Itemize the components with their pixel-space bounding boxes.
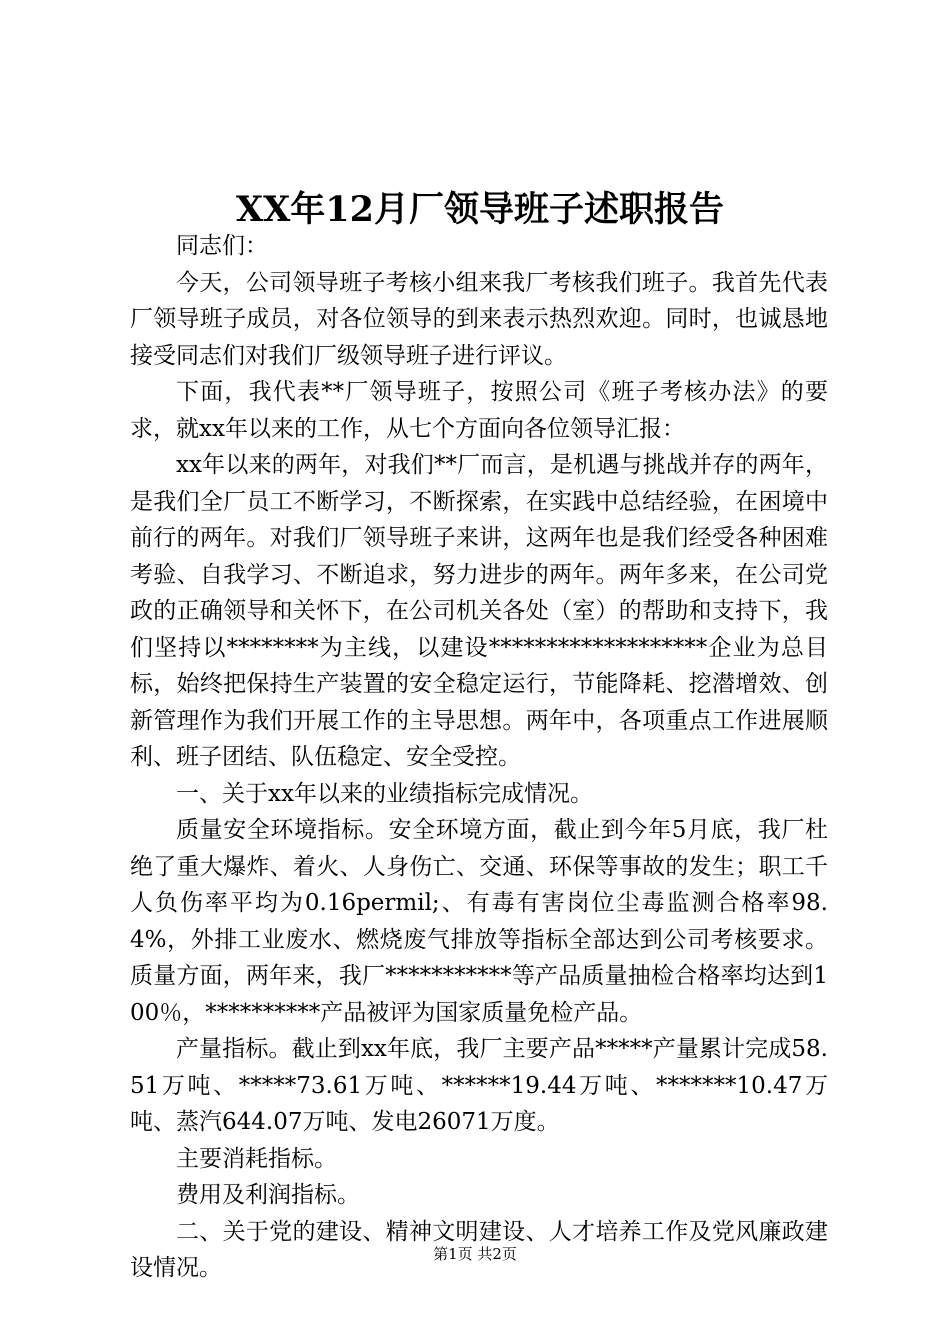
paragraph-cost-profit: 费用及利润指标。 [176,1182,360,1208]
paragraph-overview: xx年以来的两年，对我们**厂而言，是机遇与挑战并存的两年，是我们全厂员工不断学习，不断探索，在实践中总结经验，在困境中前行的两年。对我们厂领导班子来讲，这两年也是我们经受各种困难考验、自我学习、不断追求，努力进步的两年。两年多来，在公司党政的正确领导和关怀下，在公司机关各处（室）的帮助和支持下，我们坚持以********为主线，以建设*******************企业为总目标，始终把保持生产装置的安全稳定运行，节能降耗、挖潜增效、创新管理作为我们开展工作的主导思想。两年中，各项重点工作进展顺利、班子团结、队伍稳定、安全受控。 [130,452,828,770]
section-heading-party: 二、关于党的建设、精神文明建设、人才培养工作及党风廉政建设情况。 [130,1218,828,1281]
paragraph-output: 产量指标。截止到xx年底，我厂主要产品*****产量累计完成58.51万吨、*****73.61万吨、******19.44万吨、*******10.47万吨、蒸汽644.07万吨、发电26071万度。 [130,1036,828,1135]
page-footer: 第1页 共2页 [433,1245,517,1263]
paragraph-intro: 下面，我代表**厂领导班子，按照公司《班子考核办法》的要求，就xx年以来的工作，从七个方面向各位领导汇报： [130,379,828,442]
paragraph-welcome: 今天，公司领导班子考核小组来我厂考核我们班子。我首先代表厂领导班子成员，对各位领导的到来表示热烈欢迎。同时，也诚恳地接受同志们对我们厂级领导班子进行评议。 [130,269,828,369]
document-title: XX年12月厂领导班子述职报告 [235,189,725,230]
section-heading-performance: 一、关于xx年以来的业绩指标完成情况。 [176,780,593,807]
paragraph-consumption: 主要消耗指标。 [176,1145,337,1172]
paragraph-quality-safety: 质量安全环境指标。安全环境方面，截止到今年5月底，我厂杜绝了重大爆炸、着火、人身伤亡、交通、环保等事故的发生；职工千人负伤率平均为0.16permil;、有毒有害岗位尘毒监测合格率98.4%，外排工业废水、燃烧废气排放等指标全部达到公司考核要求。质量方面，两年来，我厂***********等产品质量抽检合格率均达到100％，**********产品被评为国家质量免检产品。 [130,817,828,1026]
paragraph-salutation: 同志们： [176,233,268,259]
document-body [130,228,828,1287]
